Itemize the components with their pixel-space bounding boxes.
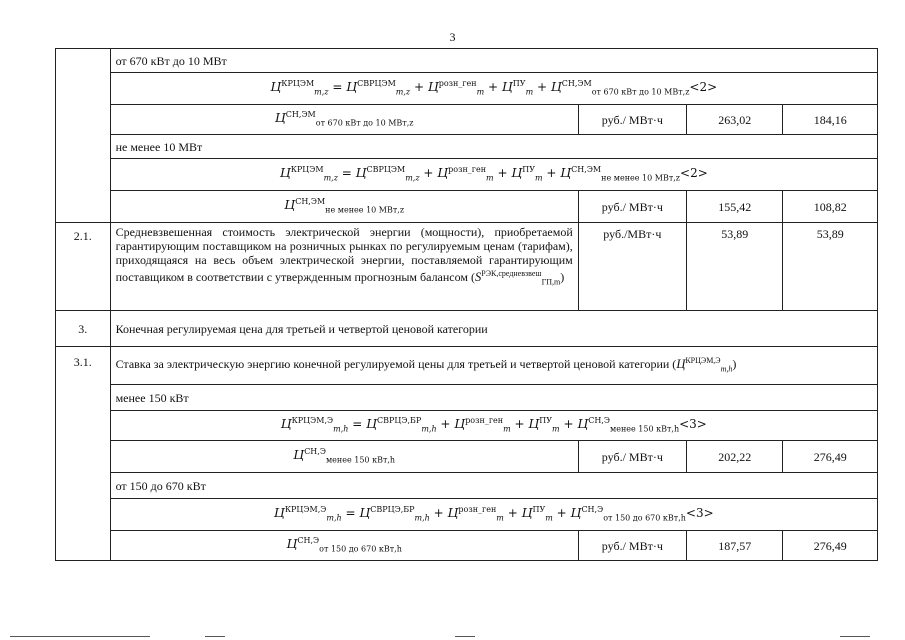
- formula-cell: $Ц^{КРЦЭМ,Э}_{m,h} = Ц^{СВРЦЭ,БР}_{m,h} + Ц^{розн\_ген}_m + Ц^{ПУ}_m + Ц^{СН,Э}_{менее 150 кВт,h}<3>$: [110, 411, 877, 441]
- subheading-cell: менее 150 кВт: [110, 385, 877, 411]
- row-number-cell: 3.: [56, 311, 111, 347]
- scan-edge-lines: [0, 636, 905, 638]
- table-row: [56, 191, 878, 223]
- table-row: [56, 311, 878, 347]
- table-row: [56, 159, 878, 191]
- table-row: [56, 105, 878, 135]
- value-cell: 53,89: [686, 223, 783, 311]
- subheading-cell: не менее 10 МВт: [110, 135, 877, 159]
- value-cell: 187,57: [686, 531, 783, 561]
- value-cell: 184,16: [783, 105, 878, 135]
- symbol-cell: $Ц^{СН,Э}_{менее 150 кВт,h}$: [110, 441, 578, 473]
- symbol-cell: $Ц^{СН,ЭМ}_{от 670 кВт до 10 МВт,z}$: [110, 105, 578, 135]
- value-cell: 202,22: [686, 441, 783, 473]
- description-cell: Ставка за электрическую энергию конечной регулируемой цены для третьей и четвертой ценовой категории $(Ц^{КРЦЭМ,Э}_{m,h})$: [110, 347, 877, 385]
- row-number-cell: [56, 49, 111, 223]
- table-row: [56, 49, 878, 73]
- table-row: [56, 531, 878, 561]
- row-number-cell: 2.1.: [56, 223, 111, 311]
- table-row: [56, 135, 878, 159]
- subheading-cell: от 150 до 670 кВт: [110, 473, 877, 499]
- tariff-table: [55, 48, 878, 561]
- table-row: [56, 223, 878, 311]
- unit-cell: руб./ МВт·ч: [578, 105, 686, 135]
- formula-cell: $Ц^{КРЦЭМ}_{m,z} = Ц^{СВРЦЭМ}_{m,z} + Ц^{розн\_ген}_m + Ц^{ПУ}_m + Ц^{СН,ЭМ}_{не менее 10 МВт,z}<2>$: [110, 159, 877, 191]
- value-cell: 155,42: [686, 191, 783, 223]
- table-row: [56, 411, 878, 441]
- unit-cell: руб./МВт·ч: [578, 223, 686, 311]
- table-row: [56, 385, 878, 411]
- unit-cell: руб./ МВт·ч: [578, 191, 686, 223]
- table-row: [56, 347, 878, 385]
- value-cell: 108,82: [783, 191, 878, 223]
- table-row: [56, 473, 878, 499]
- table-row: [56, 499, 878, 531]
- subheading-cell: от 670 кВт до 10 МВт: [110, 49, 877, 73]
- table-row: [56, 73, 878, 105]
- value-cell: 263,02: [686, 105, 783, 135]
- table-row: [56, 441, 878, 473]
- formula-cell: $Ц^{КРЦЭМ}_{m,z} = Ц^{СВРЦЭМ}_{m,z} + Ц^{розн\_ген}_m + Ц^{ПУ}_m + Ц^{СН,ЭМ}_{от 670 кВт до 10 МВт,z}<2>$: [110, 73, 877, 105]
- unit-cell: руб./ МВт·ч: [578, 531, 686, 561]
- symbol-cell: $Ц^{СН,ЭМ}_{не менее 10 МВт,z}$: [110, 191, 578, 223]
- description-cell: Средневзвешенная стоимость электрической энергии (мощности), приобретаемой гарантирующим поставщиком на розничных рынках по регулируемым ценам (тарифам), приходящаяся на весь объем электрической энергии, поставляемой гарантирующим поставщиком в соответствии с утвержденным прогнозным балансом $(S^{РЭК,средневзвеш}_{ГП,m})$: [110, 223, 578, 311]
- formula-cell: $Ц^{КРЦЭМ,Э}_{m,h} = Ц^{СВРЦЭ,БР}_{m,h} + Ц^{розн\_ген}_m + Ц^{ПУ}_m + Ц^{СН,Э}_{от 150 до 670 кВт,h}<3>$: [110, 499, 877, 531]
- value-cell: 276,49: [783, 531, 878, 561]
- value-cell: 276,49: [783, 441, 878, 473]
- page-number: 3: [449, 30, 456, 44]
- section-heading-cell: Конечная регулируемая цена для третьей и четвертой ценовой категории: [110, 311, 877, 347]
- symbol-cell: $Ц^{СН,Э}_{от 150 до 670 кВт,h}$: [110, 531, 578, 561]
- row-number-cell: 3.1.: [56, 347, 111, 561]
- value-cell: 53,89: [783, 223, 878, 311]
- unit-cell: руб./ МВт·ч: [578, 441, 686, 473]
